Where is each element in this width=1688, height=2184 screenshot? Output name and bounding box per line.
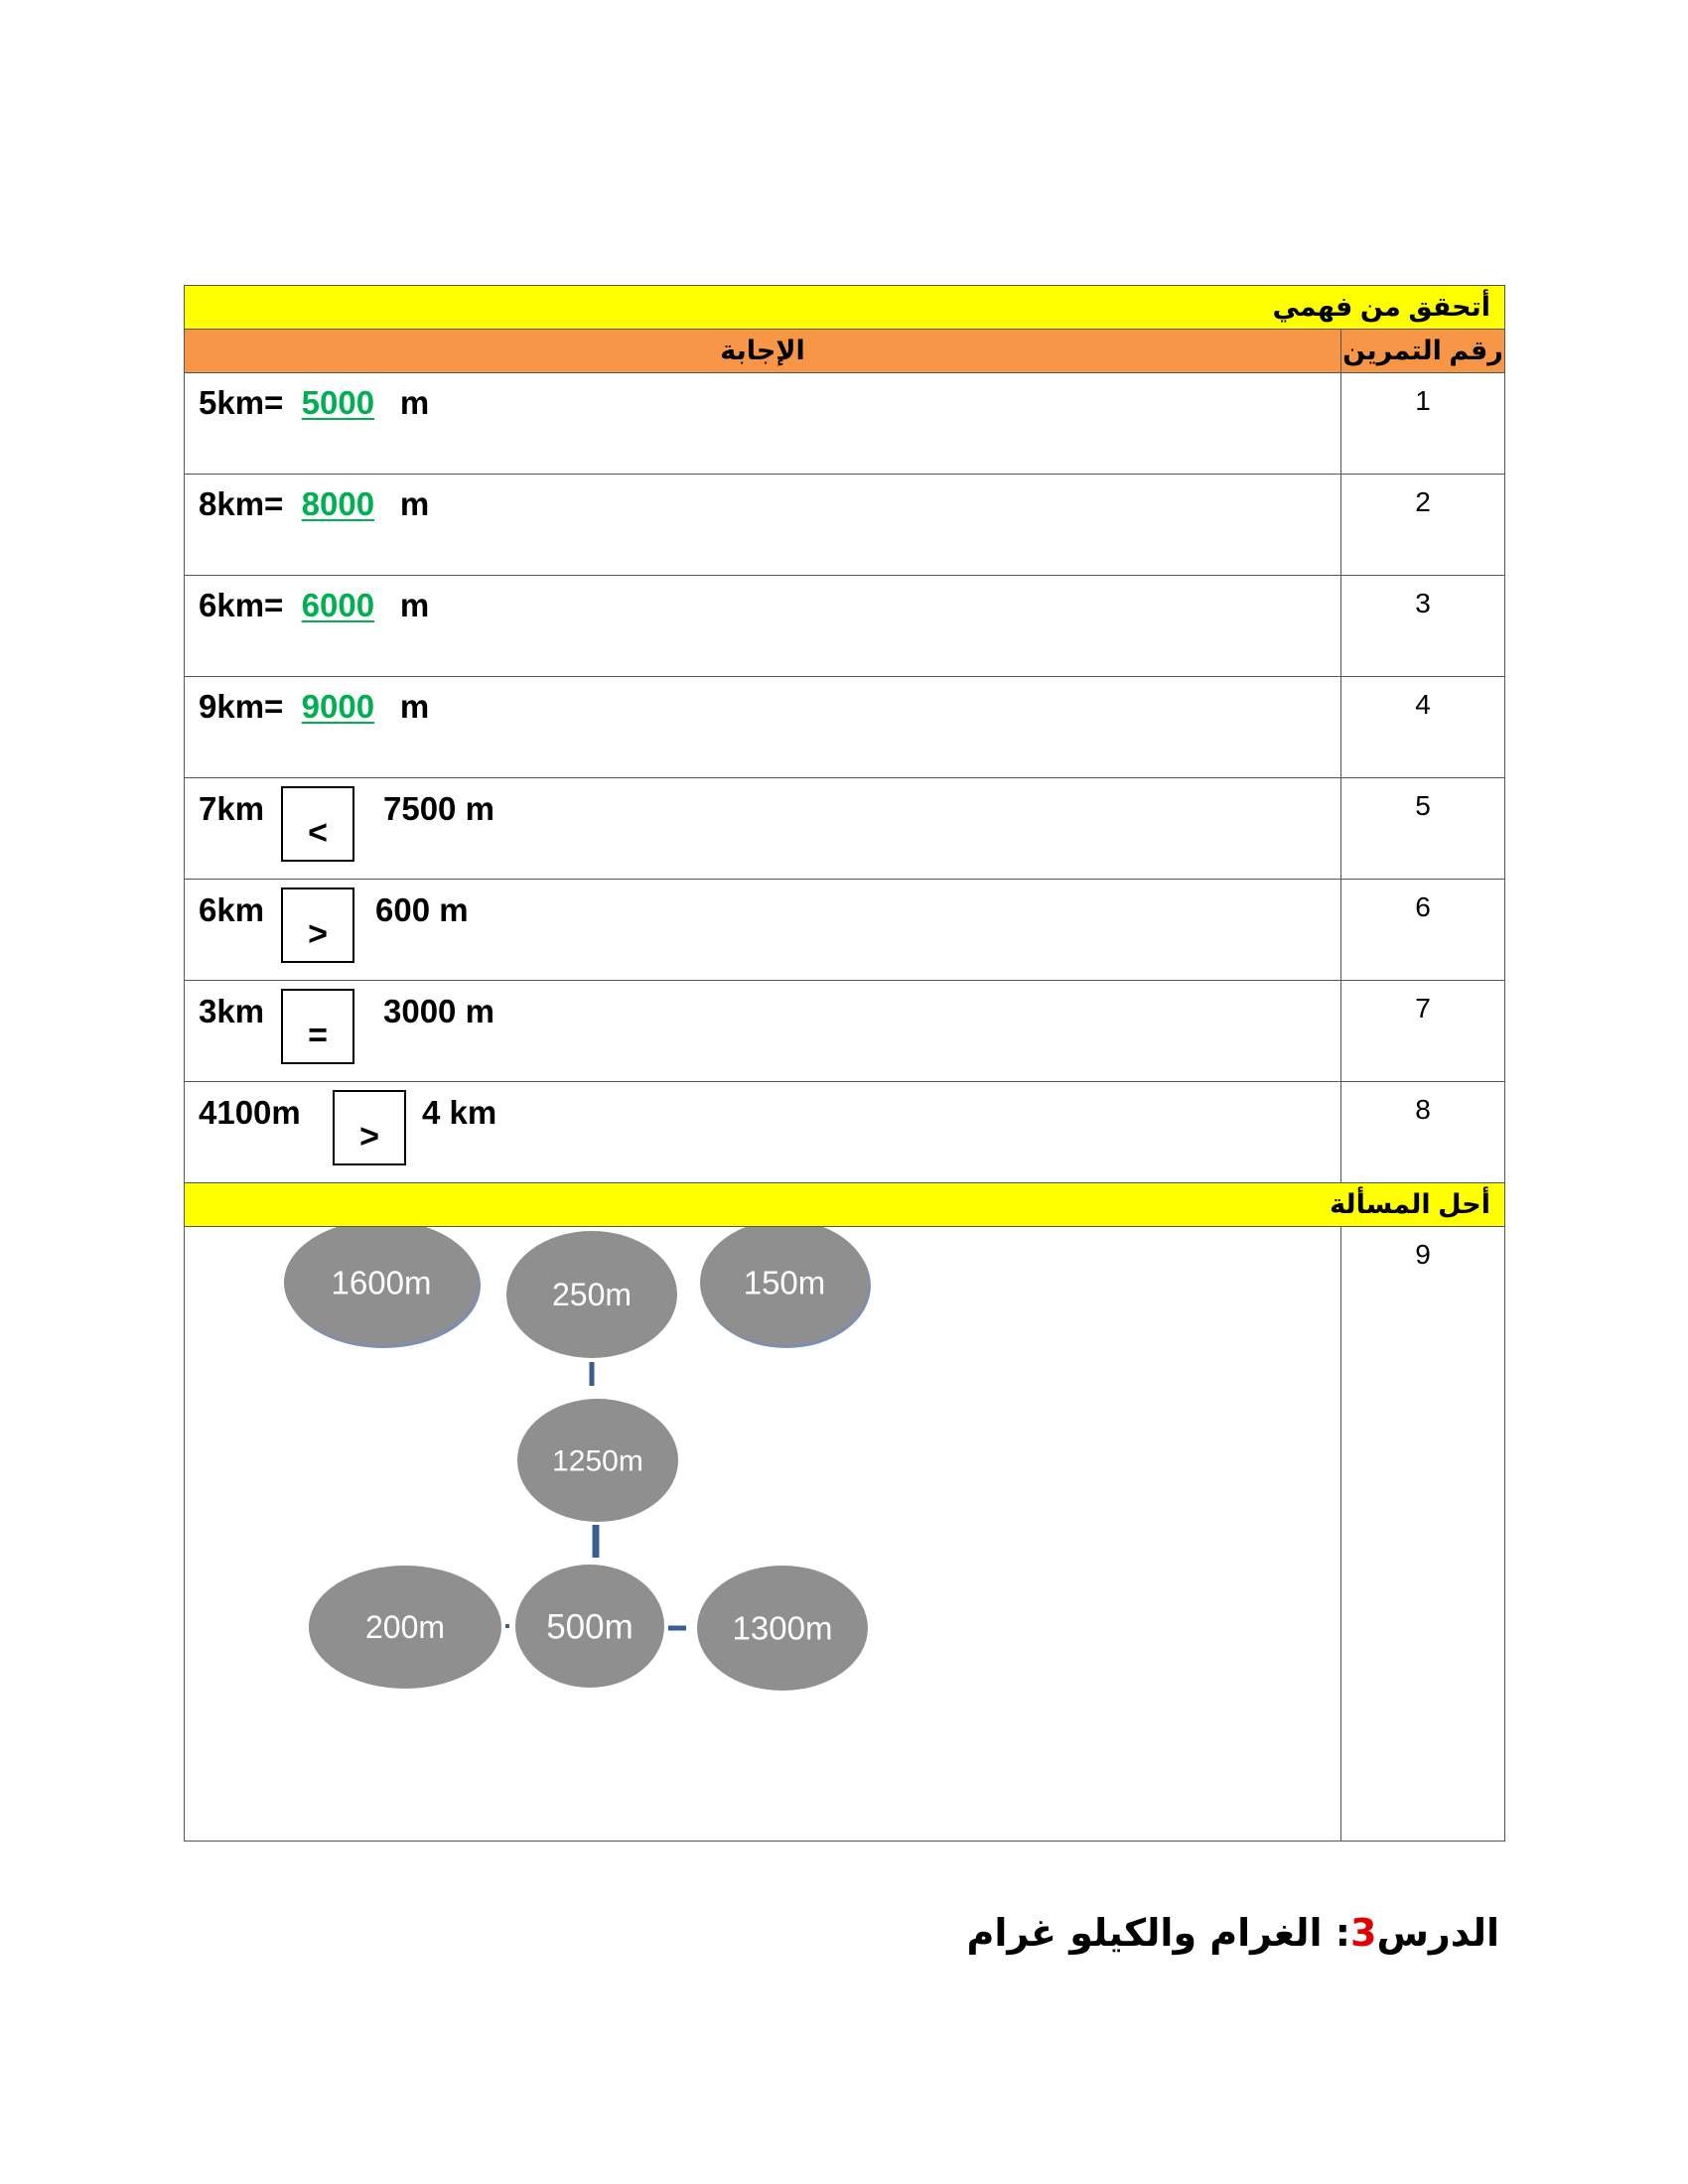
node-label: 250m [551, 1277, 633, 1313]
compare-right: 4 km [422, 1094, 497, 1131]
expression-left: 9km= [199, 688, 284, 725]
comparison-box[interactable] [333, 1090, 406, 1165]
lesson-name: : الغرام والكيلو غرام [966, 1911, 1350, 1955]
answer-cell [185, 778, 1341, 880]
distance-diagram [185, 1227, 1341, 1829]
diagram-node [506, 1231, 677, 1358]
answer-blank[interactable]: 6000 [301, 587, 375, 623]
comparison-sign: > [359, 1118, 379, 1156]
diagram-node [700, 1227, 871, 1348]
answer-blank[interactable]: 9000 [301, 688, 375, 725]
compare-right: 7500 m [383, 790, 494, 827]
answer-cell [185, 373, 1341, 475]
node-label: 200m [364, 1609, 446, 1646]
lesson-prefix: الدرس [1376, 1911, 1499, 1955]
diagram-node [515, 1565, 664, 1688]
diagram-node [309, 1566, 501, 1689]
exercise-number: 3 [1341, 576, 1505, 677]
expression-left: 5km= [199, 384, 284, 421]
column-header-row [185, 330, 1505, 373]
table-row [185, 880, 1505, 981]
diagram-node [284, 1227, 481, 1348]
unit: m [399, 688, 430, 725]
answer-cell [185, 981, 1341, 1082]
exercise-number: 4 [1341, 677, 1505, 778]
expression-left: 6km= [199, 587, 284, 623]
node-label: 150m [743, 1264, 826, 1301]
exercise-number: 6 [1341, 880, 1505, 981]
exercise-number: 2 [1341, 475, 1505, 576]
unit: m [399, 485, 430, 522]
unit: m [399, 587, 430, 623]
lesson-title [894, 1911, 1499, 1955]
worksheet-table [184, 285, 1505, 1842]
exercise-number: 9 [1341, 1227, 1505, 1842]
problem-row [185, 1227, 1505, 1842]
diagram-nodes [284, 1227, 871, 1691]
answer-cell [185, 576, 1341, 677]
section-header-row [185, 286, 1505, 330]
compare-left: 4100m [199, 1094, 301, 1131]
answer-blank[interactable]: 5000 [301, 384, 375, 421]
comparison-sign: > [308, 915, 328, 953]
expression-left: 8km= [199, 485, 284, 522]
answer-cell [185, 475, 1341, 576]
exercise-number: 8 [1341, 1082, 1505, 1183]
table-row [185, 373, 1505, 475]
exercise-number: 7 [1341, 981, 1505, 1082]
lesson-number: 3 [1349, 1911, 1377, 1955]
table-row [185, 576, 1505, 677]
comparison-box[interactable] [281, 989, 354, 1064]
node-label: 1300m [732, 1609, 833, 1647]
problem-header-row [185, 1183, 1505, 1227]
table-row [185, 778, 1505, 880]
unit: m [399, 384, 430, 421]
node-label: 1600m [331, 1264, 432, 1301]
compare-right: 3000 m [383, 993, 494, 1029]
table-row [185, 677, 1505, 778]
answer-cell [185, 677, 1341, 778]
comparison-box[interactable] [281, 786, 354, 862]
node-label: 1250m [552, 1444, 643, 1478]
answer-cell [185, 1082, 1341, 1183]
compare-left: 6km [199, 891, 265, 928]
table-row [185, 475, 1505, 576]
comparison-sign: < [308, 814, 328, 852]
exercise-number: 5 [1341, 778, 1505, 880]
table-row [185, 981, 1505, 1082]
problem-title: أحل المسألة [185, 1183, 1505, 1227]
exercise-number-header: رقم التمرين [1341, 330, 1505, 373]
diagram-node [697, 1566, 868, 1691]
comparison-sign: = [308, 1017, 328, 1054]
table-row [185, 1082, 1505, 1183]
exercise-number: 1 [1341, 373, 1505, 475]
diagram-node [517, 1399, 678, 1522]
compare-right: 600 m [375, 891, 469, 928]
node-label: 500m [546, 1607, 633, 1647]
comparison-box[interactable] [281, 887, 354, 963]
answer-blank[interactable]: 8000 [301, 485, 375, 522]
answer-header: الإجابة [185, 330, 1341, 373]
compare-left: 7km [199, 790, 265, 827]
diagram-cell [185, 1227, 1341, 1842]
section-title: أتحقق من فهمي [185, 286, 1505, 330]
answer-cell [185, 880, 1341, 981]
compare-left: 3km [199, 993, 265, 1029]
